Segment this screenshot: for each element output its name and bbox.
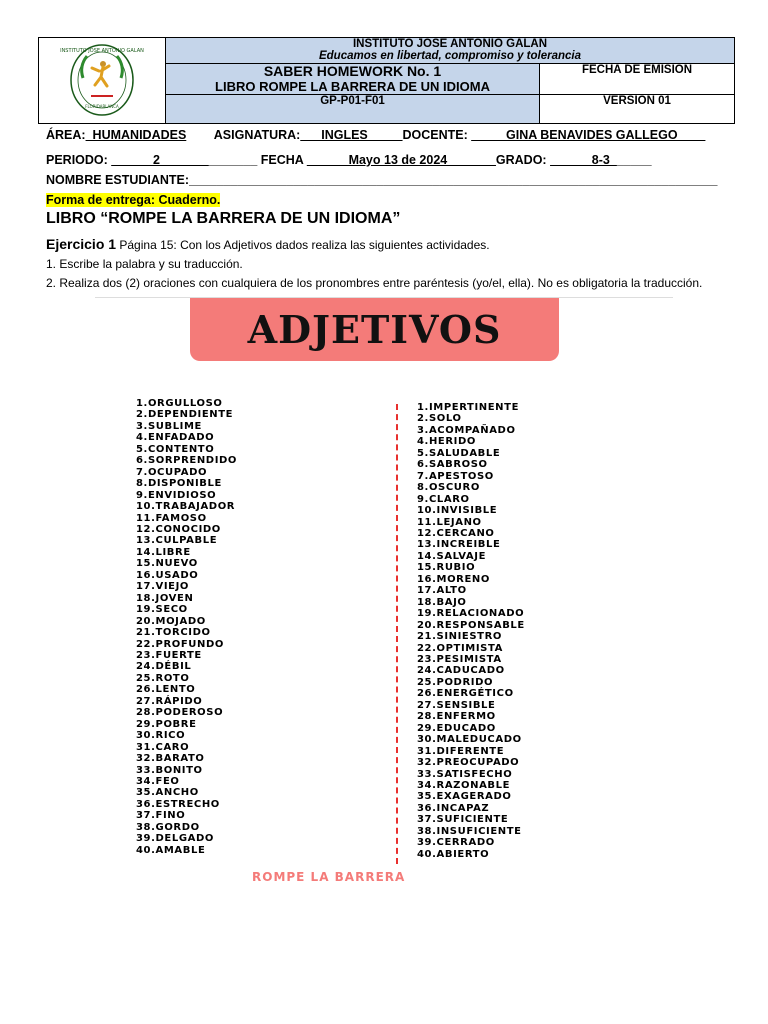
adjective-item: 21.SINIESTRO — [417, 631, 502, 643]
area-label: ÁREA: — [46, 128, 86, 142]
adjective-item: 32.BARATO — [136, 753, 205, 765]
adjective-item: 31.CARO — [136, 741, 190, 753]
adjective-item: 35.EXAGERADO — [417, 791, 512, 803]
nombre-label: NOMBRE ESTUDIANTE: — [46, 173, 190, 187]
adjective-item: 33.SATISFECHO — [417, 768, 513, 780]
document-title: SABER HOMEWORK No. 1 — [263, 63, 442, 79]
adjective-item: 31.DIFERENTE — [417, 745, 505, 757]
adjective-item: 38.INSUFICIENTE — [417, 825, 522, 837]
adjective-item: 35.ANCHO — [136, 787, 199, 799]
adjective-item: 26.LENTO — [136, 684, 196, 696]
document-subtitle: LIBRO ROMPE LA BARRERA DE UN IDIOMA — [215, 79, 490, 94]
adjective-item: 28.PODEROSO — [136, 707, 224, 719]
grado-value: ______8-3_ — [550, 153, 617, 167]
adjective-item: 10.TRABAJADOR — [136, 501, 236, 513]
adjective-item: 29.EDUCADO — [417, 722, 496, 734]
area-value: _HUMANIDADES — [85, 128, 187, 142]
exercise-text: Página 15: Con los Adjetivos dados realiza las siguientes actividades. — [116, 238, 490, 252]
adjective-item: 36.INCAPAZ — [417, 802, 490, 814]
adjective-item: 23.PESIMISTA — [417, 653, 502, 665]
adjective-item: 6.SABROSO — [417, 459, 488, 471]
adjective-item: 30.RICO — [136, 730, 186, 742]
adjective-item: 18.BAJO — [417, 596, 467, 608]
adjective-item: 21.TORCIDO — [136, 627, 211, 639]
adjective-item: 11.LEJANO — [417, 516, 482, 528]
adjective-item: 37.SUFICIENTE — [417, 814, 509, 826]
adjective-item: 19.SECO — [136, 604, 188, 616]
adjective-item: 7.OCUPADO — [136, 466, 208, 478]
exercise-label: Ejercicio 1 — [46, 236, 117, 252]
adjective-item: 2.SOLO — [417, 413, 462, 425]
area-line — [46, 128, 705, 142]
document-code: GP-P01-F01 — [166, 95, 540, 123]
dashed-divider — [396, 404, 398, 864]
entrega-line — [46, 193, 220, 207]
adjective-item: 27.SENSIBLE — [417, 699, 496, 711]
adjective-item: 20.RESPONSABLE — [417, 619, 525, 631]
adjetivos-banner — [190, 298, 559, 361]
adjective-item: 2.DEPENDIENTE — [136, 409, 234, 421]
adjective-item: 39.DELGADO — [136, 833, 214, 845]
adjective-item: 11.FAMOSO — [136, 512, 207, 524]
adjective-item: 29.POBRE — [136, 718, 197, 730]
periodo-line — [46, 153, 652, 167]
step-2: 2. Realiza dos (2) oraciones con cualquiera de los pronombres entre paréntesis (yo/el, ella). No es obligatoria la traducción. — [46, 276, 703, 290]
banner-title: ADJETIVOS — [247, 307, 502, 352]
adjective-item: 1.IMPERTINENTE — [417, 402, 520, 413]
document-version: VERSION 01 — [603, 95, 671, 107]
adjective-item: 14.SALVAJE — [417, 550, 487, 562]
adjective-item: 6.SORPRENDIDO — [136, 455, 238, 467]
emission-date-label: FECHA DE EMISION — [540, 64, 734, 95]
fecha-label: FECHA — [260, 153, 307, 167]
adjective-item: 9.ENVIDIOSO — [136, 489, 217, 501]
adjective-item: 25.ROTO — [136, 672, 190, 684]
step-1: 1. Escribe la palabra y su traducción. — [46, 257, 243, 271]
institution-name: INSTITUTO JOSE ANTONIO GALAN — [352, 38, 548, 50]
adjective-item: 34.RAZONABLE — [417, 779, 511, 791]
asignatura-label: ASIGNATURA: — [213, 128, 301, 142]
periodo-tail: _______ — [208, 153, 258, 167]
book-title: LIBRO “ROMPE LA BARRERA DE UN IDIOMA” — [46, 210, 401, 227]
adjective-item: 27.RÁPIDO — [136, 695, 203, 707]
adjective-item: 33.BONITO — [136, 764, 203, 776]
periodo-value: ______2_______ — [111, 153, 209, 167]
grado-label: GRADO: — [495, 153, 551, 167]
adjective-item: 36.ESTRECHO — [136, 798, 220, 810]
periodo-label: PERIODO: — [46, 153, 112, 167]
adjective-item: 30.MALEDUCADO — [417, 734, 522, 746]
left-adjective-list — [136, 398, 237, 856]
adjective-item: 18.JOVEN — [136, 592, 194, 604]
adjective-item: 15.RUBIO — [417, 562, 476, 574]
school-logo — [39, 38, 166, 123]
svg-text:INSTITUTO JOSE ANTONIO GALAN: INSTITUTO JOSE ANTONIO GALAN — [60, 48, 144, 54]
adjective-item: 3.ACOMPAÑADO — [417, 424, 516, 436]
institution-row — [166, 38, 734, 64]
adjective-item: 24.CADUCADO — [417, 665, 505, 677]
exercise-line — [46, 236, 490, 252]
adjective-item: 13.INCREIBLE — [417, 539, 501, 551]
adjective-item: 34.FEO — [136, 775, 180, 787]
adjective-item: 22.PROFUNDO — [136, 638, 224, 650]
adjective-item: 28.ENFERMO — [417, 711, 496, 723]
adjective-item: 4.ENFADADO — [136, 432, 215, 444]
fecha-value: ______Mayo 13 de 2024_______ — [306, 153, 496, 167]
adjective-item: 5.SALUDABLE — [417, 447, 501, 459]
right-adjective-list — [417, 402, 525, 860]
adjective-item: 13.CULPABLE — [136, 535, 218, 547]
adjective-item: 24.DÉBIL — [136, 661, 192, 673]
adjective-item: 23.FUERTE — [136, 649, 202, 661]
adjective-item: 14.LIBRE — [136, 546, 191, 558]
adjective-item: 10.INVISIBLE — [417, 505, 498, 517]
adjective-item: 17.VIEJO — [136, 581, 190, 593]
adjective-item: 1.ORGULLOSO — [136, 398, 223, 409]
adjective-item: 3.SUBLIME — [136, 420, 202, 432]
adjective-item: 40.ABIERTO — [417, 848, 490, 860]
institution-motto: Educamos en libertad, compromiso y tolerancia — [318, 50, 582, 62]
asignatura-value: ___INGLES_____ — [300, 128, 403, 142]
grado-tail: _____ — [616, 153, 652, 167]
adjective-item: 19.RELACIONADO — [417, 608, 525, 620]
adjective-item: 17.ALTO — [417, 585, 467, 597]
adjective-item: 15.NUEVO — [136, 558, 198, 570]
adjective-item: 37.FINO — [136, 810, 186, 822]
adjective-item: 5.CONTENTO — [136, 443, 215, 455]
docente-value: _____GINA BENAVIDES GALLEGO____ — [471, 128, 706, 142]
adjective-item: 9.CLARO — [417, 493, 470, 505]
logo-cell — [39, 38, 166, 123]
nombre-line — [46, 173, 717, 187]
adjective-item: 12.CONOCIDO — [136, 523, 221, 535]
adjective-item: 32.PREOCUPADO — [417, 757, 520, 769]
document-title-cell — [166, 64, 540, 95]
adjective-item: 26.ENERGÉTICO — [417, 688, 514, 700]
document-header — [38, 37, 735, 124]
adjective-item: 8.OSCURO — [417, 482, 480, 494]
svg-text:FLORIDABLANCA: FLORIDABLANCA — [85, 104, 119, 109]
adjective-item: 16.USADO — [136, 569, 199, 581]
adjective-item: 12.CERCANO — [417, 527, 495, 539]
footer-caption: ROMPE LA BARRERA — [252, 870, 406, 884]
docente-label: DOCENTE: — [402, 128, 472, 142]
entrega-text: Forma de entrega: Cuaderno. — [46, 193, 221, 207]
adjective-item: 38.GORDO — [136, 821, 200, 833]
adjective-item: 20.MOJADO — [136, 615, 206, 627]
adjective-item: 7.APESTOSO — [417, 470, 494, 482]
adjective-item: 8.DISPONIBLE — [136, 478, 222, 490]
adjective-item: 40.AMABLE — [136, 844, 206, 856]
nombre-blank: ____________________________________________________________________________ — [189, 173, 718, 187]
adjective-item: 16.MORENO — [417, 573, 490, 585]
adjective-item: 22.OPTIMISTA — [417, 642, 503, 654]
adjective-item: 4.HERIDO — [417, 436, 476, 448]
adjective-item: 39.CERRADO — [417, 837, 495, 849]
adjective-item: 25.PODRIDO — [417, 676, 494, 688]
